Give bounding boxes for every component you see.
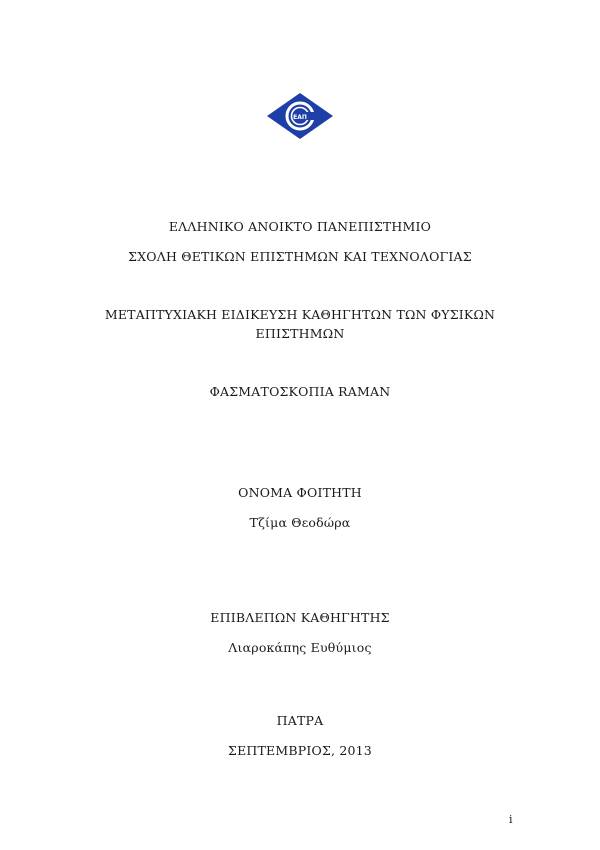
school-name: ΣΧΟΛΗ ΘΕΤΙΚΩΝ ΕΠΙΣΤΗΜΩΝ ΚΑΙ ΤΕΧΝΟΛΟΓΙΑΣ [128, 249, 472, 264]
supervisor-name: Λιαροκάπης Ευθύμιος [228, 640, 372, 655]
student-name: Τζίμα Θεοδώρα [249, 515, 351, 530]
student-heading: ΟΝΟΜΑ ΦΟΙΤΗΤΗ [238, 485, 362, 500]
program-line-1: ΜΕΤΑΠΤΥΧΙΑΚΗ ΕΙΔΙΚΕΥΣΗ ΚΑΘΗΓΗΤΩΝ ΤΩΝ ΦΥΣΙΚΩΝ [104, 307, 496, 322]
thesis-title: ΦΑΣΜΑΤΟΣΚΟΠΙΑ RAMAN [209, 384, 391, 399]
program-line-2: ΕΠΙΣΤΗΜΩΝ [255, 326, 345, 341]
page-number: i [509, 813, 513, 826]
date: ΣΕΠΤΕΜΒΡΙΟΣ, 2013 [228, 743, 372, 758]
university-name: ΕΛΛΗΝΙΚΟ ΑΝΟΙΚΤΟ ΠΑΝΕΠΙΣΤΗΜΙΟ [168, 219, 432, 234]
university-logo-icon [266, 92, 334, 140]
supervisor-heading: ΕΠΙΒΛΕΠΩΝ ΚΑΘΗΓΗΤΗΣ [210, 610, 390, 625]
place: ΠΑΤΡΑ [276, 713, 324, 728]
svg-text:ΕΑΠ: ΕΑΠ [293, 114, 307, 121]
